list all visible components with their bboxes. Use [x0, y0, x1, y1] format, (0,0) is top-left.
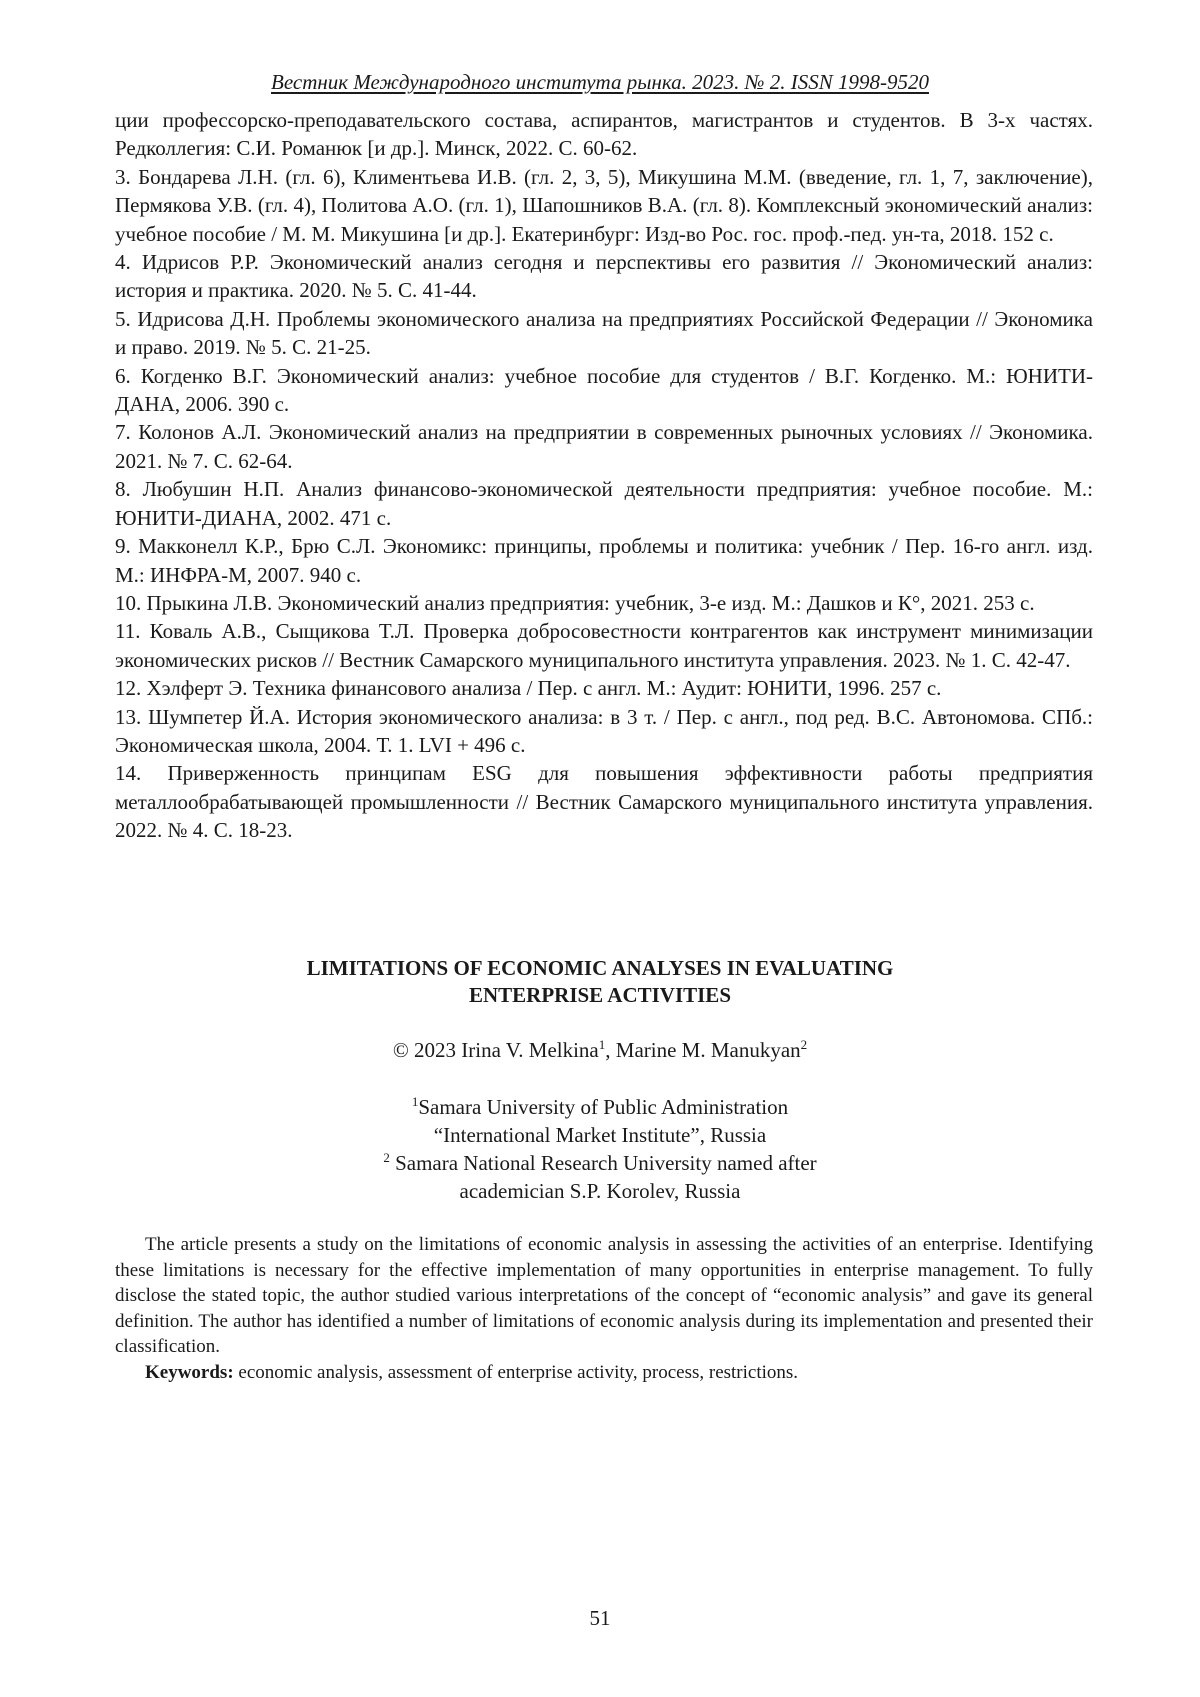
article-title: [0, 955, 1200, 1009]
reference-item: 3. Бондарева Л.Н. (гл. 6), Климентьева И.В. (гл. 2, 3, 5), Микушина М.М. (введение, гл. 1, 7, заключение), Пермякова У.В. (гл. 4), Политова А.О. (гл. 1), Шапошников В.А. (гл. 8). Комплексный экономический анализ: учебное пособие / М. М. Микушина [и др.]. Екатеринбург: Изд-во Рос. гос. проф.-пед. ун-та, 2018. 152 с.: [115, 164, 1093, 246]
author-affiliation-mark: 2: [800, 1037, 808, 1052]
author-line: [0, 1038, 1200, 1063]
affiliations: [0, 1093, 1200, 1205]
abstract: [115, 1232, 1093, 1385]
reference-item: 9. Макконелл К.Р., Брю С.Л. Экономикс: принципы, проблемы и политика: учебник / Пер. 16-го англ. изд. М.: ИНФРА-М, 2007. 940 с.: [115, 534, 1093, 587]
affiliation-text: Samara National Research University named after: [389, 1151, 817, 1175]
reference-item: 12. Хэлферт Э. Техника финансового анализа / Пер. с англ. М.: Аудит: ЮНИТИ, 1996. 257 с.: [115, 676, 942, 701]
journal-header: Вестник Международного института рынка. 2023. № 2. ISSN 1998-9520: [271, 70, 929, 94]
reference-item: 11. Коваль А.В., Сыщикова Т.Л. Проверка добросовестности контрагентов как инструмент минимизации экономических рисков // Вестник Самарского муниципального института управления. 2023. № 1. С. 42-47.: [115, 619, 1093, 672]
reference-item: 10. Прыкина Л.В. Экономический анализ предприятия: учебник, 3-е изд. М.: Дашков и К°, 2021. 253 с.: [115, 590, 1035, 615]
reference-item: 13. Шумпетер Й.А. История экономического анализа: в 3 т. / Пер. с англ., под ред. В.С. Автономова. СПб.: Экономическая школа, 2004. Т. 1. LVI + 496 с.: [115, 704, 1093, 757]
affiliation-line: [0, 1149, 1200, 1177]
keywords-label: Keywords:: [145, 1361, 234, 1383]
abstract-text: The article presents a study on the limitations of economic analysis in assessing the activities of an enterprise. Identifying these limitations is necessary for the effective implementation of many opportunities in enterprise management. To fully disclose the stated topic, the author studied various interpretations of the concept of “economic analysis” and gave its general definition. The author has identified a number of limitations of economic analysis during its implementation and presented their classification.: [115, 1234, 1093, 1357]
keywords-text: economic analysis, assessment of enterprise activity, process, restrictions.: [233, 1361, 799, 1383]
affiliation-text: Samara University of Public Administration: [418, 1095, 789, 1119]
affiliation-mark: 1: [411, 1094, 419, 1109]
affiliation-line: “International Market Institute”, Russia: [433, 1123, 767, 1147]
author-name: © 2023 Irina V. Melkina: [392, 1038, 599, 1062]
article-title-line: ENTERPRISE ACTIVITIES: [468, 983, 731, 1007]
author-name: , Marine M. Manukyan: [605, 1038, 801, 1062]
reference-item: 5. Идрисова Д.Н. Проблемы экономического анализа на предприятиях Российской Федерации // Экономика и право. 2019. № 5. С. 21-25.: [115, 306, 1093, 360]
affiliation-line: academician S.P. Korolev, Russia: [459, 1179, 741, 1203]
reference-item: 7. Колонов А.Л. Экономический анализ на предприятии в современных рыночных условиях // Экономика. 2021. № 7. С. 62-64.: [115, 420, 1093, 473]
page-number: 51: [589, 1606, 611, 1630]
reference-item: 8. Любушин Н.П. Анализ финансово-экономической деятельности предприятия: учебное пособие. М.: ЮНИТИ-ДИАНА, 2002. 471 с.: [115, 477, 1093, 530]
reference-list: [115, 106, 1093, 845]
author-affiliation-mark: 1: [598, 1037, 606, 1052]
article-title-line: LIMITATIONS OF ECONOMIC ANALYSES IN EVALUATING: [306, 956, 894, 980]
affiliation-line: [0, 1093, 1200, 1121]
keywords-line: [115, 1360, 1093, 1386]
affiliation-mark: 2: [383, 1150, 390, 1165]
reference-item: ции профессорско-преподавательского состава, аспирантов, магистрантов и студентов. В 3-х частях. Редколлегия: С.И. Романюк [и др.]. Минск, 2022. С. 60-62.: [115, 108, 1093, 161]
reference-item: 14. Приверженность принципам ESG для повышения эффективности работы предприятия металлообрабатывающей промышленности // Вестник Самарского муниципального института управления. 2022. № 4. С. 18-23.: [115, 761, 1093, 843]
reference-item: 6. Когденко В.Г. Экономический анализ: учебное пособие для студентов / В.Г. Когденко. М.: ЮНИТИ-ДАНА, 2006. 390 с.: [115, 363, 1093, 417]
reference-item: 4. Идрисов Р.Р. Экономический анализ сегодня и перспективы его развития // Экономический анализ: история и практика. 2020. № 5. С. 41-44.: [115, 250, 1093, 303]
